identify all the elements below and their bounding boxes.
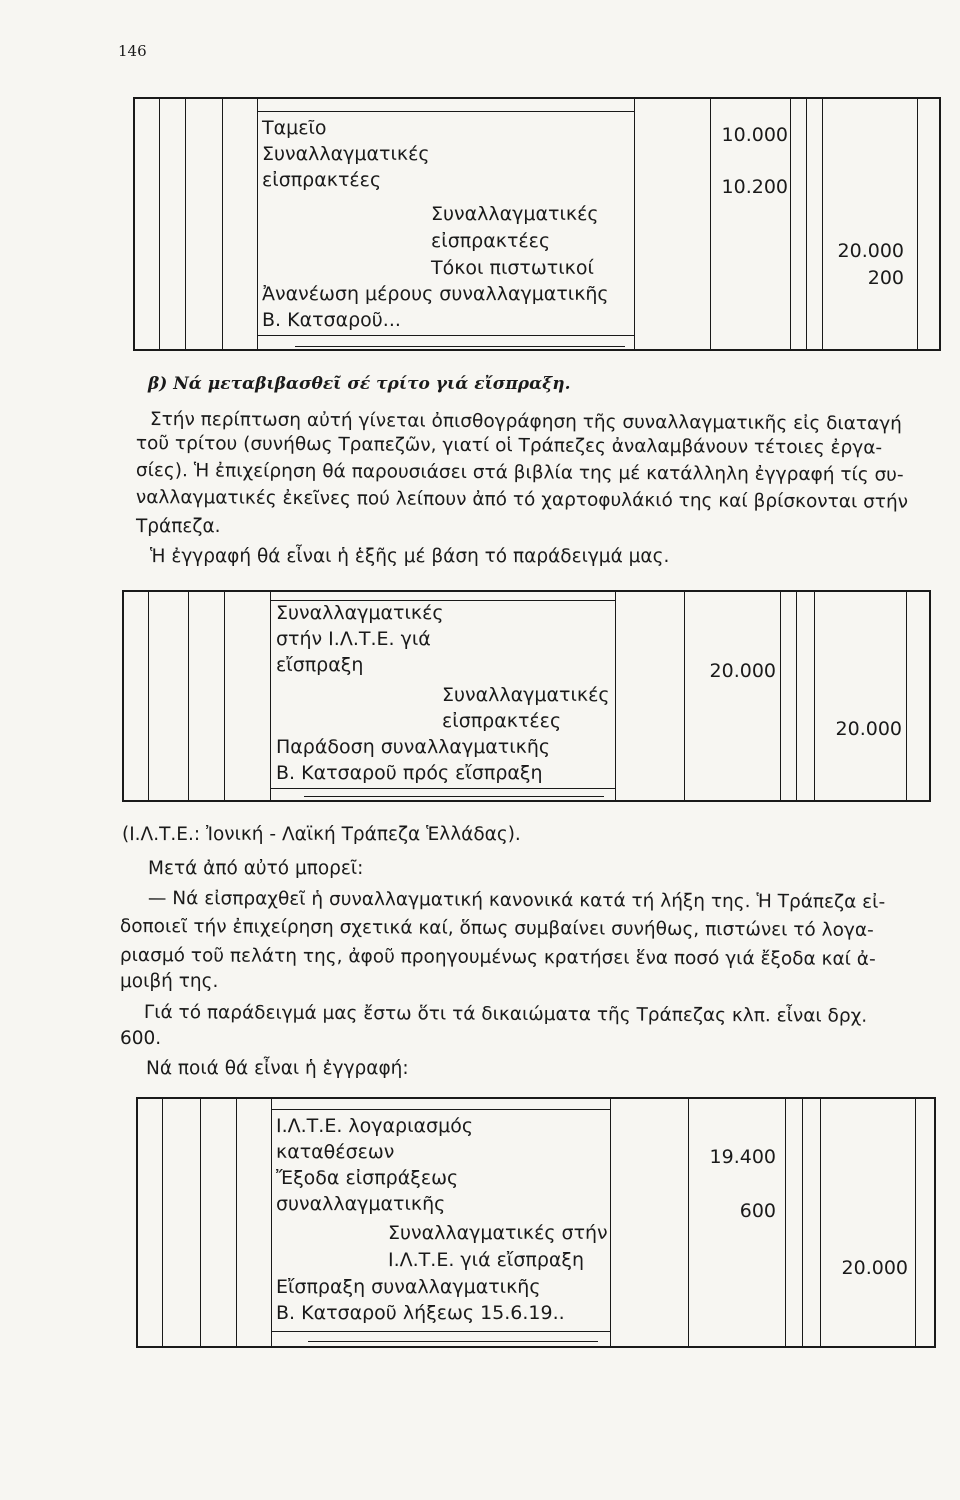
table3-line: Β. Κατσαροῦ λήξεως 15.6.19.. — [276, 1302, 565, 1324]
table3-debit: 600 — [739, 1200, 776, 1222]
abbreviation-note: (Ι.Λ.Τ.Ε.: Ἰονική - Λαϊκή Τράπεζα Ἑλλάδας). — [122, 824, 521, 845]
paragraph-line: — Νά εἰσπραχθεῖ ἡ συναλλαγματική κανονικά κατά τή λήξη της. Ἡ Τράπεζα εἰ- — [147, 888, 886, 913]
paragraph-line: ναλλαγματικές ἐκεῖνες πού λείπουν ἀπό τό χαρτοφυλάκιό της καί βρίσκονται στήν — [135, 486, 909, 513]
table3-line: Ι.Λ.Τ.Ε. γιά εἴσπραξη — [388, 1249, 585, 1271]
paragraph-line: τοῦ τρίτου (συνήθως Τραπεζῶν, γιατί οἱ Τράπεζες ἀναλαμβάνουν τέτοιες ἐργα- — [135, 432, 883, 459]
table1-credit: 20.000 — [837, 240, 904, 262]
paragraph-line: σίες). Ἡ ἐπιχείρηση θά παρουσιάσει στά βιβλία της μέ κατάλληλη ἐγγραφή τίς συ- — [135, 459, 904, 486]
table2-line: Συναλλαγματικές — [276, 602, 444, 624]
table3-debit: 19.400 — [709, 1146, 776, 1168]
table1-line: Συναλλαγματικές — [262, 143, 430, 165]
can-line: Μετά ἀπό αὐτό μπορεῖ: — [148, 858, 364, 879]
paragraph-line: ριασμό τοῦ πελάτη της, ἀφοῦ προηγουμένως κρατήσει ἕνα ποσό γιά ἔξοδα καί ἀ- — [119, 945, 876, 970]
table2-credit: 20.000 — [835, 718, 902, 740]
entry-intro: Ἡ ἐγγραφή θά εἶναι ἡ ἑξῆς μέ βάση τό παράδειγμά μας. — [150, 546, 670, 567]
table1-line: Τόκοι πιστωτικοί — [431, 257, 594, 279]
table2-line: Β. Κατσαροῦ πρός εἴσπραξη — [276, 762, 543, 784]
table3-line: Συναλλαγματικές στήν — [388, 1222, 608, 1244]
table3-line: Ἔξοδα εἰσπράξεως — [276, 1167, 459, 1189]
table1-line: εἰσπρακτέες — [431, 230, 551, 252]
paragraph-line: Στήν περίπτωση αὐτή γίνεται ὀπισθογράφηση τῆς συναλλαγματικῆς εἰς διαταγή — [149, 408, 902, 435]
example-line: 600. — [120, 1028, 162, 1049]
paragraph-line: δοποιεῖ τήν ἐπιχείρηση σχετικά καί, ὅπως συμβαίνει συνήθως, πιστώνει τό λογα- — [119, 916, 874, 941]
table1-debit: 10.200 — [721, 176, 788, 198]
table2-line: εἰσπρακτέες — [442, 710, 562, 732]
page-number: 146 — [118, 42, 147, 60]
table1-line: Ἀνανέωση μέρους συναλλαγματικῆς — [262, 283, 609, 305]
entry-line: Νά ποιά θά εἶναι ἡ ἐγγραφή: — [146, 1058, 409, 1079]
table2-line: στήν Ι.Λ.Τ.Ε. γιά — [276, 628, 431, 650]
table3-line: συναλλαγματικῆς — [276, 1193, 446, 1215]
paragraph-line: μοιβή της. — [120, 971, 219, 992]
table2-line: εἴσπραξη — [276, 654, 364, 676]
paragraph-line: Τράπεζα. — [136, 516, 221, 537]
table2-line: Συναλλαγματικές — [442, 684, 610, 706]
table3-line: καταθέσεων — [276, 1141, 395, 1163]
table1-line: Συναλλαγματικές — [431, 203, 599, 225]
section-b-heading: β) Νά μεταβιβασθεῖ σέ τρίτο γιά εἴσπραξη. — [148, 374, 571, 394]
table3-line: Εἴσπραξη συναλλαγματικῆς — [276, 1276, 541, 1298]
example-line: Γιά τό παράδειγμά μας ἔστω ὅτι τά δικαιώματα τῆς Τράπεζας κλπ. εἶναι δρχ. — [143, 1002, 868, 1027]
table2-line: Παράδοση συναλλαγματικῆς — [276, 736, 551, 758]
table2-debit: 20.000 — [709, 660, 776, 682]
table1-line: εἰσπρακτέες — [262, 169, 382, 191]
journal-table-1 — [133, 97, 941, 351]
journal-table-2 — [122, 590, 931, 802]
table3-credit: 20.000 — [841, 1257, 908, 1279]
table1-debit: 10.000 — [721, 124, 788, 146]
table1-line: Β. Κατσαροῦ... — [262, 309, 401, 331]
table3-line: Ι.Λ.Τ.Ε. λογαριασμός — [276, 1115, 473, 1137]
table1-line: Ταμεῖο — [262, 117, 327, 139]
journal-table-3 — [136, 1097, 936, 1348]
table1-credit: 200 — [867, 267, 904, 289]
